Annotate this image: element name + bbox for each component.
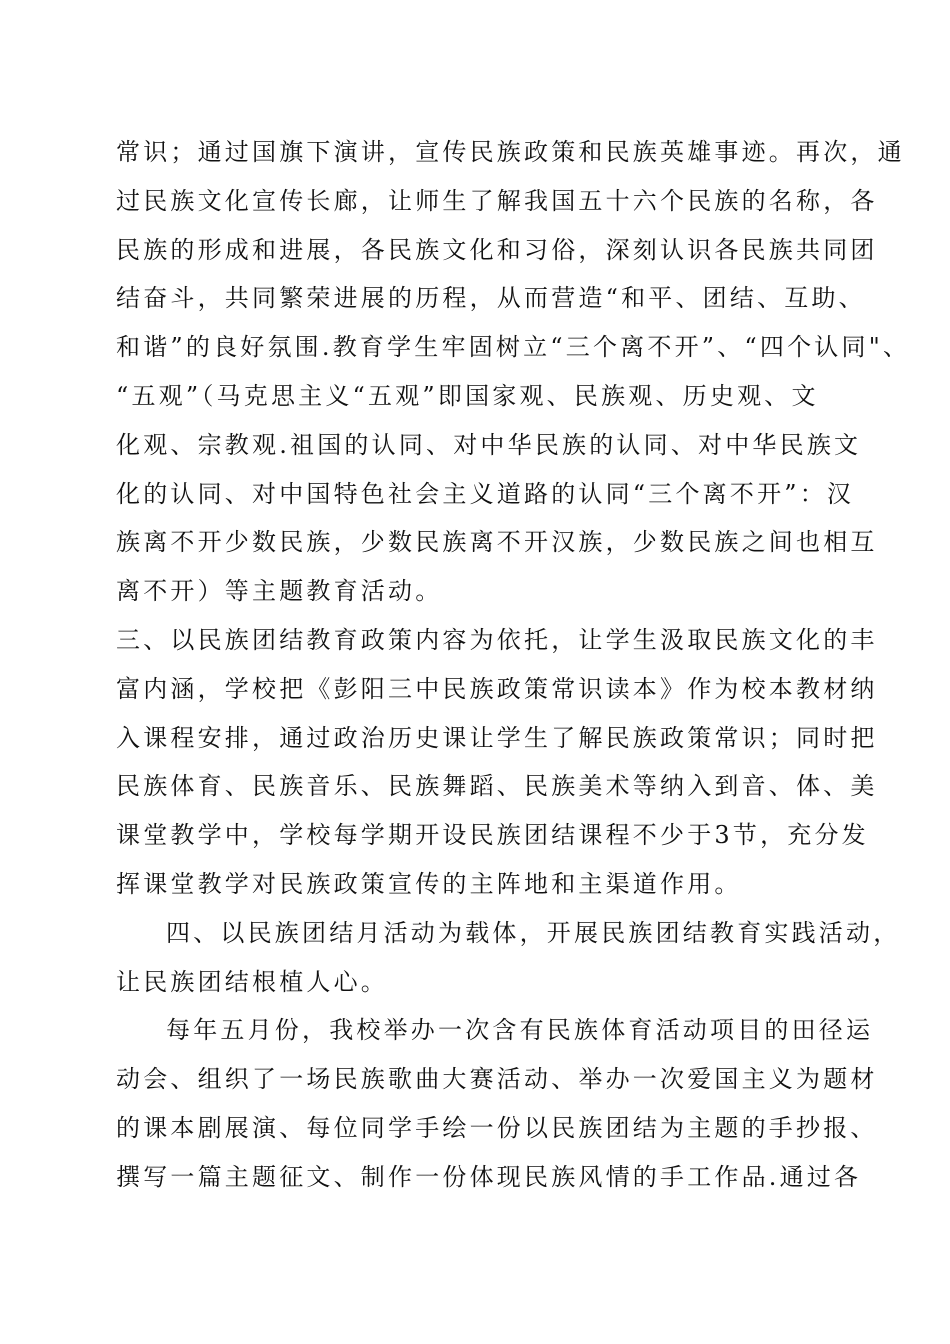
text-line: 族离不开少数民族，少数民族离不开汉族，少数民族之间也相互: [116, 528, 878, 557]
section-heading-line: 四、以民族团结月活动为载体，开展民族团结教育实践活动，: [166, 918, 901, 947]
text-line: 结奋斗，共同繁荣进展的历程，从而营造“和平、团结、互助、: [116, 284, 866, 313]
text-line: 动会、组织了一场民族歌曲大赛活动、举办一次爱国主义为题材: [116, 1065, 878, 1094]
text-line: 让民族团结根植人心。: [116, 967, 388, 996]
text-line: 的课本剧展演、每位同学手绘一份以民族团结为主题的手抄报、: [116, 1113, 878, 1142]
text-line: 富内涵，学校把《彭阳三中民族政策常识读本》作为校本教材纳: [116, 674, 878, 703]
text-line: 撰写一篇主题征文、制作一份体现民族风情的手工作品.通过各: [116, 1162, 862, 1191]
text-line: 常识；通过国旗下演讲，宣传民族政策和民族英雄事迹。再次，通: [116, 138, 905, 166]
paragraph-first-line: 每年五月份，我校举办一次含有民族体育活动项目的田径运: [166, 1016, 874, 1045]
section-heading-line: 三、以民族团结教育政策内容为依托，让学生汲取民族文化的丰: [116, 625, 878, 654]
text-line: 离不开）等主题教育活动。: [116, 577, 443, 606]
text-line: 和谐”的良好氛围.教育学生牢固树立“三个离不开”、“四个认同"、: [116, 333, 911, 362]
text-line: 入课程安排，通过政治历史课让学生了解民族政策常识；同时把: [116, 723, 878, 752]
text-line: “五观”（马克思主义“五观”即国家观、民族观、历史观、文: [116, 381, 819, 410]
text-line: 课堂教学中，学校每学期开设民族团结课程不少于3节，充分发: [116, 821, 869, 850]
text-line: 挥课堂教学对民族政策宣传的主阵地和主渠道作用。: [116, 869, 742, 898]
text-line: 过民族文化宣传长廊，让师生了解我国五十六个民族的名称，各: [116, 186, 878, 215]
text-line: 民族的形成和进展，各民族文化和习俗，深刻认识各民族共同团: [116, 235, 878, 264]
text-line: 化观、宗教观.祖国的认同、对中华民族的认同、对中华民族文: [116, 430, 862, 459]
text-line: 民族体育、民族音乐、民族舞蹈、民族美术等纳入到音、体、美: [116, 772, 878, 801]
body-text: [116, 128, 911, 1202]
text-line: 化的认同、对中国特色社会主义道路的认同“三个离不开”：汉: [116, 479, 855, 508]
